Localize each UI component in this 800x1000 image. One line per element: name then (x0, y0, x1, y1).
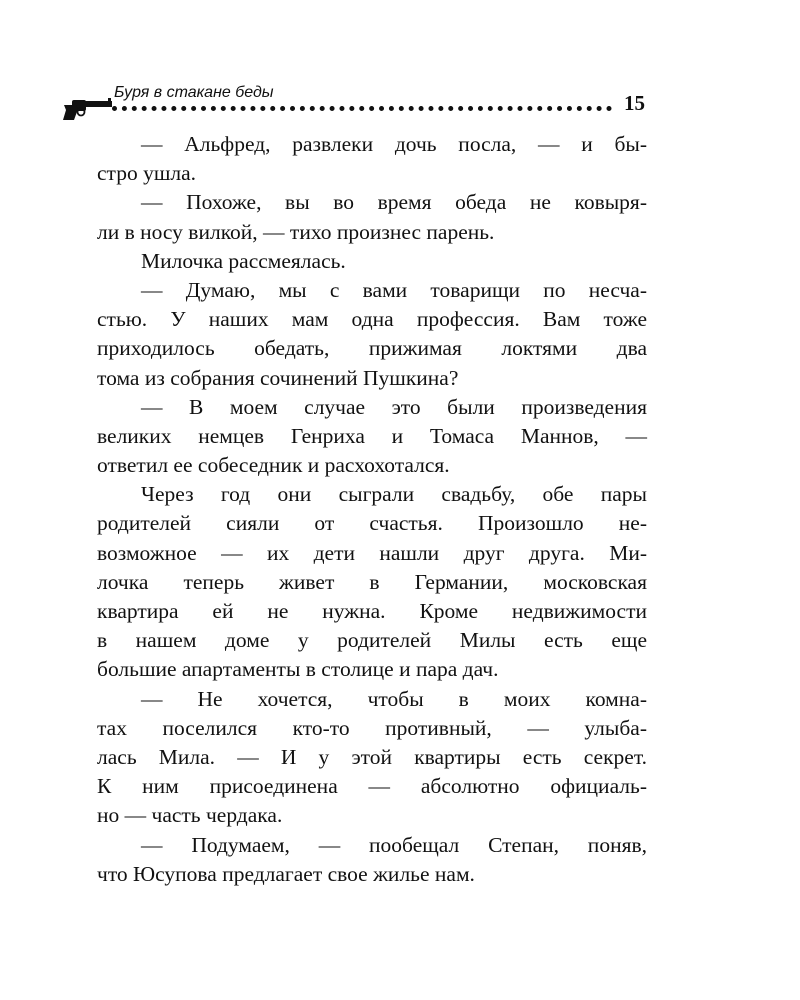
text-line: ответил ее собеседник и расхохотался. (97, 453, 450, 478)
text-line: но — часть чердака. (97, 803, 283, 828)
page-number: 15 (624, 91, 645, 115)
text-line: тах поселился кто-то противный, — улыба- (97, 715, 647, 740)
revolver-icon (62, 95, 112, 121)
text-line: тома из собрания сочинений Пушкина? (97, 365, 459, 390)
running-title: Буря в стакане беды (114, 84, 274, 101)
text-line: квартира ей не нужна. Кроме недвижимости (97, 599, 647, 623)
text-line: Милочка рассмеялась. (141, 248, 346, 273)
text-line: родителей сияли от счастья. Произошло не- (97, 511, 647, 536)
text-line: К ним присоединена — абсолютно официаль- (97, 774, 647, 799)
text-line: лась Мила. — И у этой квартиры есть секрет. (97, 744, 647, 769)
text-line: — Не хочется, чтобы в моих комна- (141, 686, 647, 711)
text-line: — Похоже, вы во время обеда не ковыря- (141, 190, 647, 215)
text-line: — Думаю, мы с вами товарищи по несча- (141, 277, 647, 302)
text-line: возможное — их дети нашли друг друга. Ми- (97, 540, 647, 565)
dotted-rule (112, 106, 612, 111)
text-line: в нашем доме у родителей Милы есть еще (97, 628, 647, 653)
body-text (97, 130, 647, 889)
text-line: что Юсупова предлагает свое жилье нам. (97, 861, 475, 886)
text-line: ли в носу вилкой, — тихо произнес парень. (97, 219, 495, 244)
text-line: приходилось обедать, прижимая локтями два (97, 336, 647, 361)
text-line: — Подумаем, — пообещал Степан, поняв, (141, 832, 647, 857)
text-line: лочка теперь живет в Германии, московская (97, 569, 647, 594)
page-header (62, 84, 652, 124)
text-line: великих немцев Генриха и Томаса Маннов, — (97, 423, 647, 448)
text-line: — В моем случае это были произведения (141, 394, 647, 419)
text-line: стью. У наших мам одна профессия. Вам тоже (97, 307, 647, 332)
text-line: стро ушла. (97, 161, 197, 186)
text-line: — Альфред, развлеки дочь посла, — и бы- (141, 132, 647, 156)
text-line: большие апартаменты в столице и пара дач. (97, 657, 499, 682)
text-line: Через год они сыграли свадьбу, обе пары (141, 482, 647, 507)
